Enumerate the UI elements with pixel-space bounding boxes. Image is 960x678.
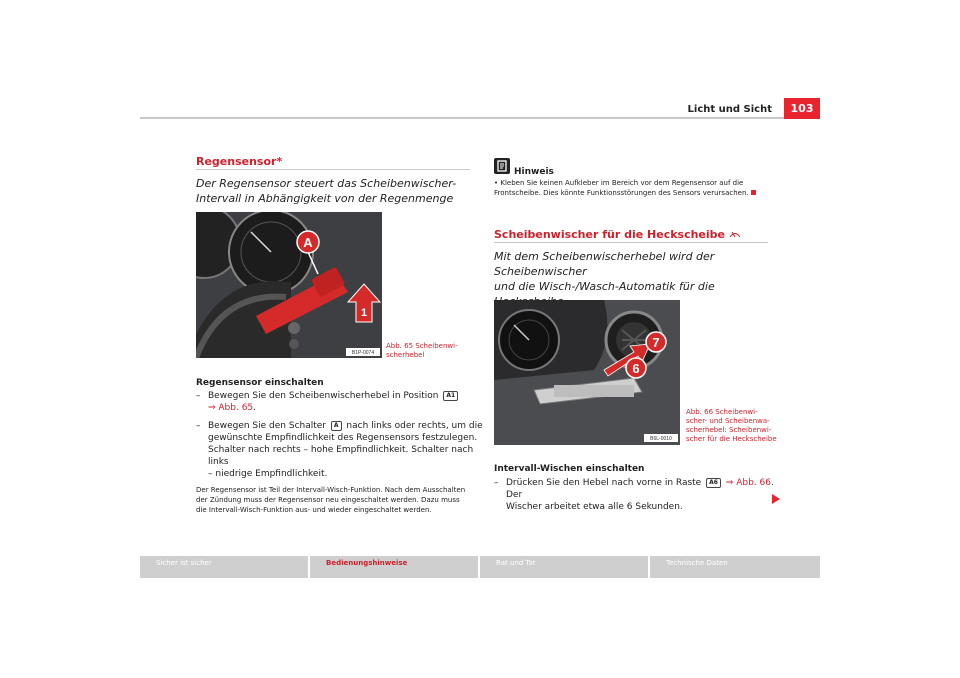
figure-code-2: B6L-0010 <box>650 436 672 442</box>
figure-caption-66: Abb. 66 Scheibenwi- scher- und Scheibenwa- scherhebel: Scheibenwi- scher für die Heckscheibe <box>686 408 777 443</box>
figure-marker-a: A <box>303 235 313 250</box>
position-badge-a6: A6 <box>706 478 721 488</box>
step-1: – Bewegen Sie den Scheibenwischerhebel in Position A1 ⇒ Abb. 65. <box>196 390 486 414</box>
next-page-arrow-icon[interactable] <box>772 494 780 504</box>
end-marker-icon <box>751 190 756 195</box>
position-badge-a1: A1 <box>443 391 458 401</box>
step-2: – Bewegen Sie den Schalter A nach links oder rechts, um die gewünschte Empfindlichkeit des Regensensors festzulegen. Schalter nach rechts – hohe Empfindlichkeit. Schalter nach links – niedrige Empfindlichkeit. <box>196 421 483 479</box>
tab-rat-und-tat[interactable]: Rat und Tat <box>480 556 648 578</box>
figure-marker-7: 7 <box>652 335 660 350</box>
note-text: • Kleben Sie keinen Aufkleber im Bereich vor dem Regensensor auf die Frontscheibe. Dies könnte Funktionsstörungen des Sensors verursachen. <box>494 178 784 198</box>
section-rule-2 <box>494 242 768 243</box>
figure-marker-1: 1 <box>360 307 368 319</box>
note-heading: Hinweis <box>514 167 554 177</box>
figure-link-66[interactable]: ⇒ Abb. 66 <box>725 478 771 488</box>
step-rear-1: – Drücken Sie den Hebel nach vorne in Raste A6 ⇒ Abb. 66. Der Wischer arbeitet etwa alle 6 Sekunden. <box>494 478 774 512</box>
bullet-icon: • <box>494 179 499 187</box>
section-heading-regensensor: Regensensor* <box>196 155 283 168</box>
section-intro: Der Regensensor steuert das Scheibenwischer-Intervall in Abhängigkeit von der Regenmenge <box>196 177 457 205</box>
page-title: Licht und Sicht <box>687 104 772 115</box>
switch-badge-a: A <box>331 421 342 431</box>
figure-marker-6: 6 <box>632 361 640 376</box>
section-intro-2: Mit dem Scheibenwischerhebel wird der Scheibenwischer und die Wisch-/Wasch-Automatik für die <box>494 250 715 293</box>
figure-caption-65: Abb. 65 Scheibenwi- scherhebel <box>386 342 458 359</box>
rear-wiper-icon <box>729 229 741 239</box>
figure-65-wiper-lever <box>196 212 382 358</box>
section-heading-heckscheibe: Scheibenwischer für die Heckscheibe <box>494 228 741 241</box>
page-number: 103 <box>784 98 820 119</box>
figure-code: B1P-0074 <box>351 350 375 356</box>
header-rule <box>140 117 820 119</box>
note-icon <box>494 158 510 174</box>
info-text: Der Regensensor ist Teil der Intervall-Wisch-Funktion. Nach dem Ausschalten der Zündung muss der Regensensor neu eingeschaltet werden. Dazu muss die Intervall-Wisch-Funktion aus- und wieder eingeschaltet werden. <box>196 486 466 514</box>
figure-66-rear-wiper <box>494 300 680 445</box>
tab-sicher-ist-sicher[interactable]: Sicher ist sicher <box>140 556 308 578</box>
tab-technische-daten[interactable]: Technische Daten <box>650 556 820 578</box>
subheading-regensensor-einschalten: Regensensor einschalten <box>196 378 324 388</box>
section-rule <box>196 169 470 170</box>
tab-bedienungshinweise[interactable]: Bedienungshinweise <box>310 556 478 578</box>
figure-link-65[interactable]: ⇒ Abb. 65 <box>208 403 254 413</box>
subheading-intervall-wischen: Intervall-Wischen einschalten <box>494 464 645 474</box>
